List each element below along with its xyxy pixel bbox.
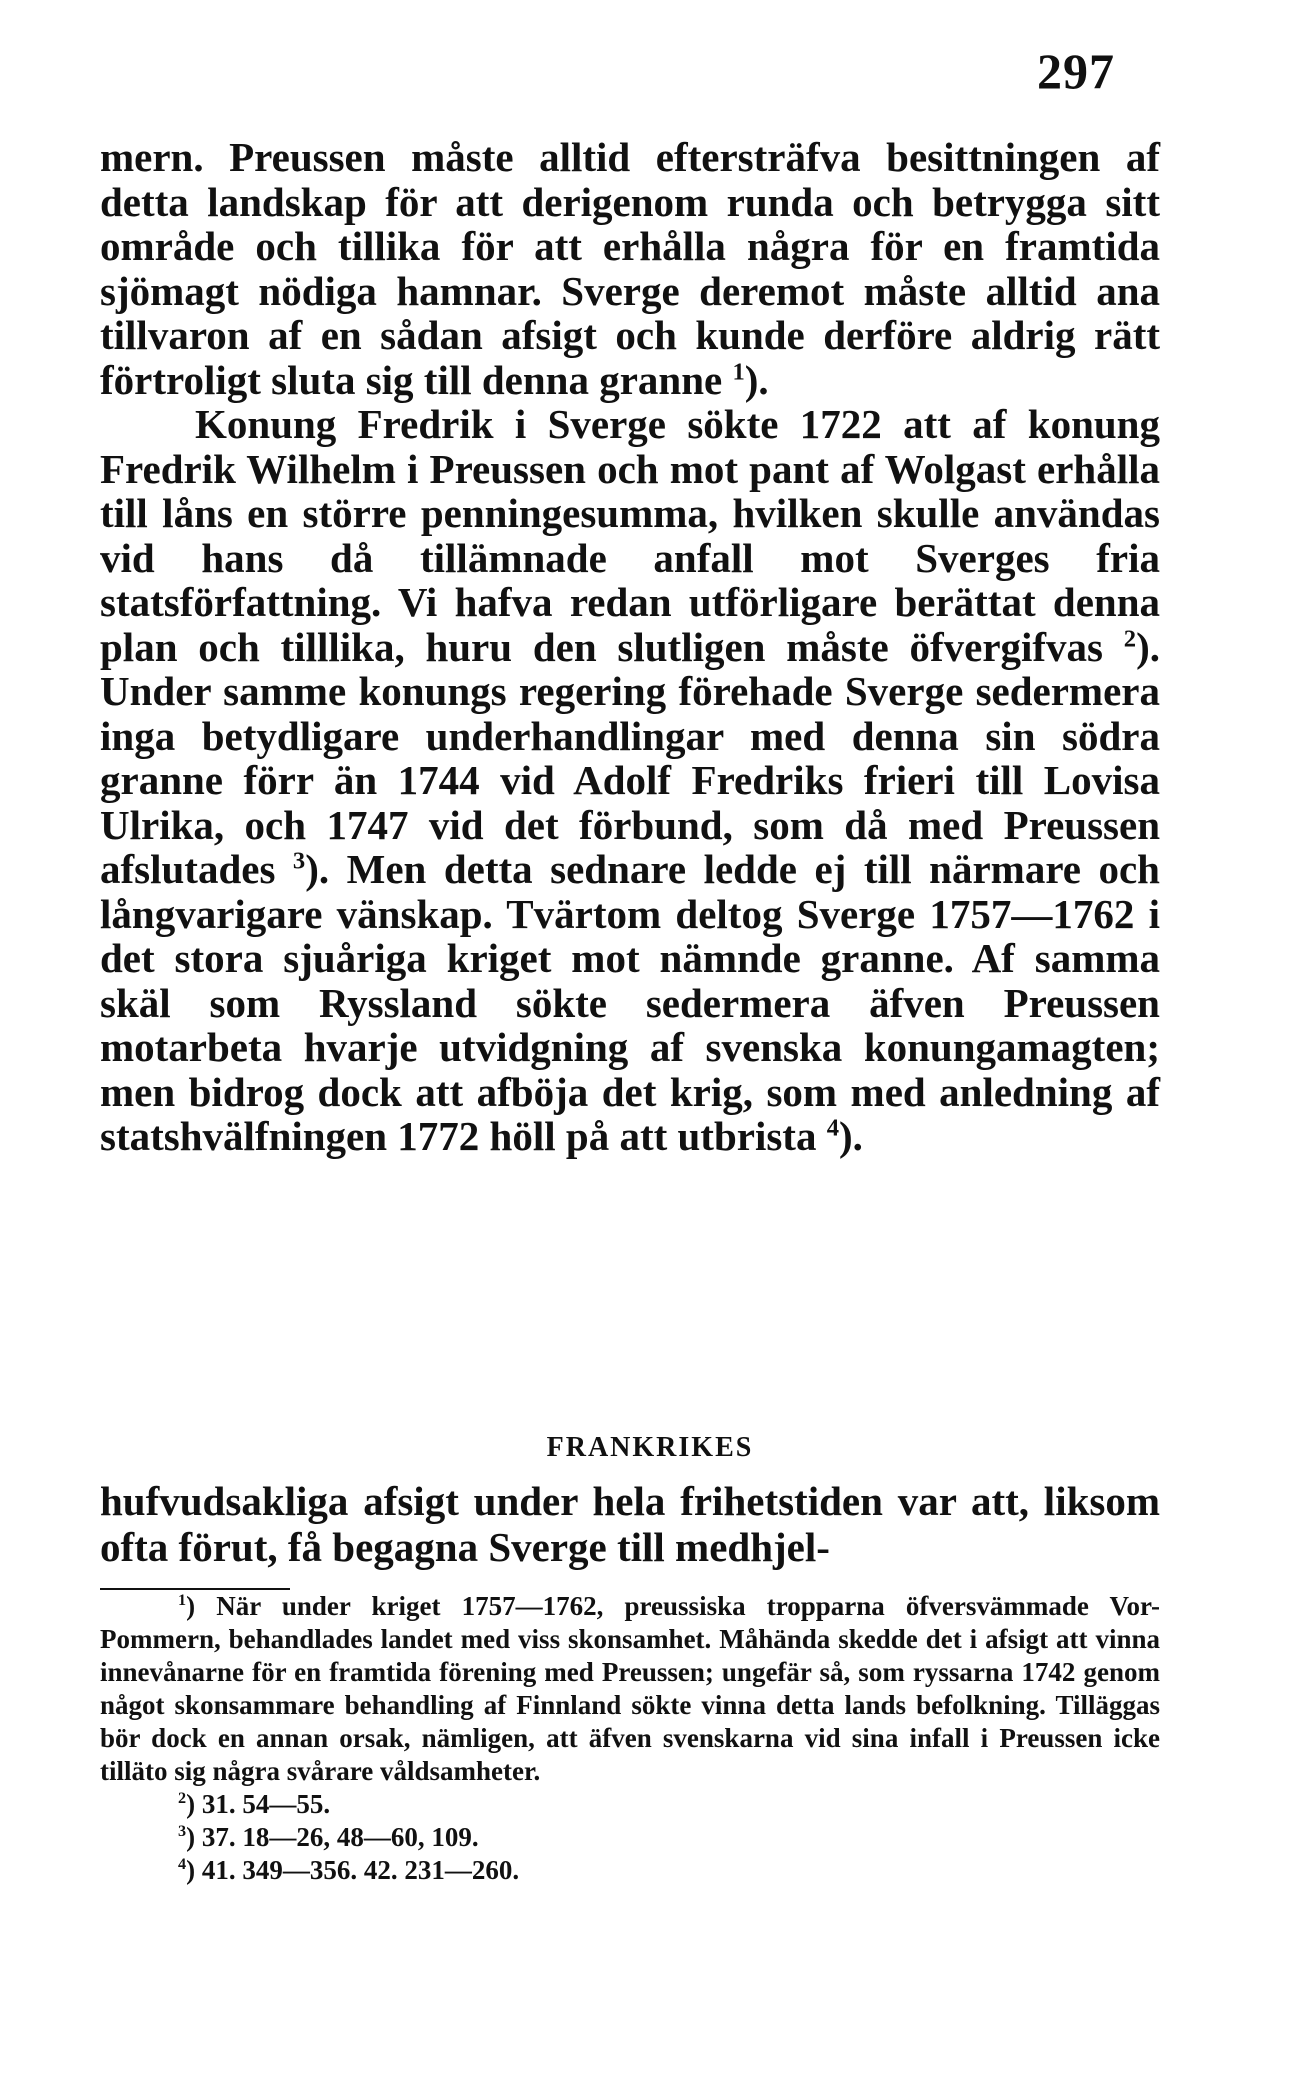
footnote-4: $^4$) 41. 349—356. 42. 231—260. [178, 1855, 520, 1885]
footnote-ref-1: 1 [732, 357, 745, 385]
section-paragraph: hufvudsakliga afsigt under hela frihetstiden var att, liksom ofta förut, få begagna Sverge till medhjel- [100, 1478, 1160, 1570]
main-text [100, 135, 1160, 1159]
page-number: 297 [1037, 43, 1115, 99]
section-heading: FRANKRIKES [546, 1432, 754, 1463]
footnote-1: $^1$) När under kriget 1757—1762, preussiska tropparna öfversvämmade Vor-Pommern, behandlades landet med viss skonsamhet. Måhända skedde det i afsigt att vinna innevånarne för en framtida förening med Preussen; ungefär så, som ryssarna 1742 genom något skonsammare behandling af Finnland sökte vinna detta lands befolkning. Tilläggas bör dock en annan orsak, nämligen, att äfven svenskarna vid sina infall i Preussen icke tilläto sig några svårare våldsamheter. [100, 1591, 1160, 1786]
section-text [100, 1478, 1160, 1570]
paragraph-1: mern. Preussen måste alltid eftersträfva besittningen af detta landskap för att derigenom runda och betrygga sitt område och tillika för att erhålla några för en framtida sjömagt nödiga hamnar. Sverge deremot måste alltid ana tillvaron af en sådan afsigt och kunde derföre aldrig rätt förtroligt sluta sig till denna granne $^1$). [100, 134, 1160, 403]
footnotes [100, 1590, 1160, 1887]
footnote-ref-4: 4 [826, 1114, 840, 1142]
footnote-ref-2: 2 [1123, 624, 1137, 652]
footnote-3: $^3$) 37. 18—26, 48—60, 109. [178, 1822, 479, 1852]
paragraph-2: Konung Fredrik i Sverge sökte 1722 att af konung Fredrik Wilhelm i Preussen och mot pant af Wolgast erhålla till låns en större penningesumma, hvilken skulle användas vid hans då tillämnade anfall mot Sverges fria statsförfattning. Vi hafva redan utförligare berättat denna plan och tilllika, huru den slutligen måste öfvergifvas $^2$). Under samme konungs regering förehade Sverge sedermera inga betydligare underhandlingar med denna sin södra granne förr än 1744 vid Adolf Fredriks frieri till Lovisa Ulrika, och 1747 vid det förbund, som då med Preussen afslutades $^3$). Men detta sednare ledde ej till närmare och långvarigare vänskap. Tvärtom deltog Sverge 1757—1762 i det stora sjuåriga kriget mot nämnde granne. Af samma skäl som Ryssland sökte sedermera äfven Preussen motarbeta hvarje utvidgning af svenska konungamagten; men bidrog dock att afböja det krig, som med anledning af statshvälfningen 1772 höll på att utbrista $^4$). [100, 401, 1160, 1159]
footnote-2: $^2$) 31. 54—55. [178, 1789, 331, 1819]
footnote-ref-3: 3 [292, 847, 306, 875]
